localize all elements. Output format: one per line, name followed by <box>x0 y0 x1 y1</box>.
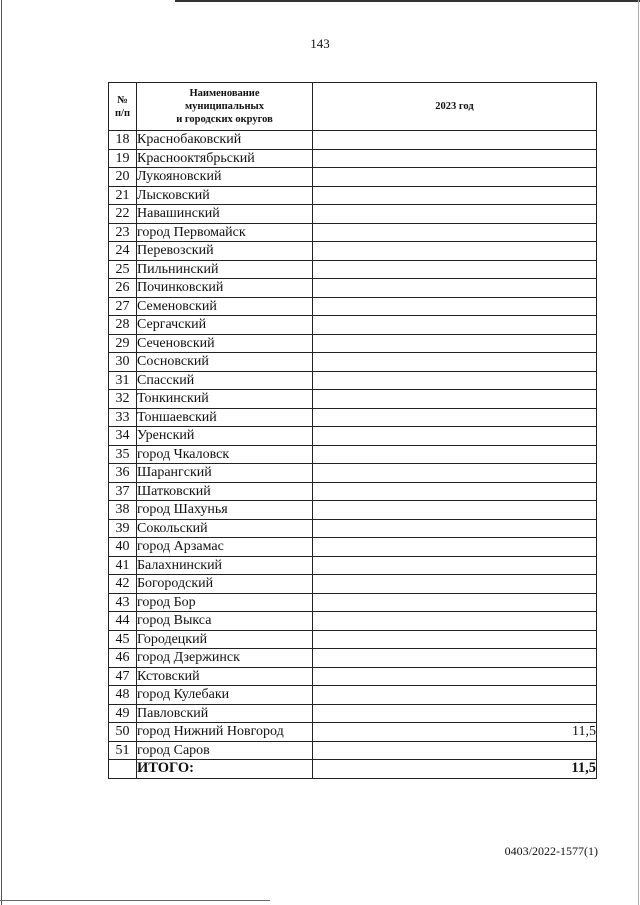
year-2023-value <box>313 704 597 723</box>
year-2023-value <box>313 686 597 705</box>
municipality-name: Семеновский <box>137 297 313 316</box>
row-number: 48 <box>109 686 137 705</box>
table-header-row <box>109 83 597 131</box>
year-2023-value <box>313 223 597 242</box>
year-2023-value <box>313 316 597 335</box>
header-num: № п/п <box>109 83 137 131</box>
row-number: 21 <box>109 186 137 205</box>
year-2023-value <box>313 593 597 612</box>
year-2023-value <box>313 575 597 594</box>
municipality-name: город Выкса <box>137 612 313 631</box>
year-2023-value <box>313 519 597 538</box>
year-2023-value <box>313 390 597 409</box>
row-number: 27 <box>109 297 137 316</box>
row-number: 40 <box>109 538 137 557</box>
row-number: 20 <box>109 168 137 187</box>
total-label: ИТОГО: <box>137 760 313 779</box>
row-number: 25 <box>109 260 137 279</box>
table-row <box>109 630 597 649</box>
table-row <box>109 667 597 686</box>
year-2023-value <box>313 334 597 353</box>
table-row <box>109 279 597 298</box>
row-number: 23 <box>109 223 137 242</box>
municipality-name: Уренский <box>137 427 313 446</box>
table-row <box>109 464 597 483</box>
year-2023-value <box>313 242 597 261</box>
table-row <box>109 445 597 464</box>
total-row <box>109 760 597 779</box>
year-2023-value <box>313 260 597 279</box>
municipality-name: Городецкий <box>137 630 313 649</box>
year-2023-value <box>313 556 597 575</box>
year-2023-value <box>313 371 597 390</box>
year-2023-value <box>313 464 597 483</box>
municipality-name: Краснобаковский <box>137 131 313 150</box>
table-row <box>109 353 597 372</box>
municipality-name: Шатковский <box>137 482 313 501</box>
municipality-name: Тоншаевский <box>137 408 313 427</box>
year-2023-value <box>313 667 597 686</box>
row-number: 46 <box>109 649 137 668</box>
row-number: 43 <box>109 593 137 612</box>
row-number: 38 <box>109 501 137 520</box>
municipality-name: город Нижний Новгород <box>137 723 313 742</box>
municipality-name: Кстовский <box>137 667 313 686</box>
table-row <box>109 242 597 261</box>
municipality-name: Шарангский <box>137 464 313 483</box>
row-number: 45 <box>109 630 137 649</box>
row-number: 49 <box>109 704 137 723</box>
year-2023-value <box>313 741 597 760</box>
table-row <box>109 260 597 279</box>
row-number: 34 <box>109 427 137 446</box>
year-2023-value <box>313 297 597 316</box>
table-row <box>109 316 597 335</box>
municipality-name: Краснооктябрьский <box>137 149 313 168</box>
table-row <box>109 593 597 612</box>
municipality-name: Лысковский <box>137 186 313 205</box>
year-2023-value <box>313 168 597 187</box>
row-number: 41 <box>109 556 137 575</box>
municipality-name: Сергачский <box>137 316 313 335</box>
row-number: 22 <box>109 205 137 224</box>
row-number: 47 <box>109 667 137 686</box>
table-row <box>109 538 597 557</box>
municipality-name: город Кулебаки <box>137 686 313 705</box>
row-number: 30 <box>109 353 137 372</box>
table-row <box>109 612 597 631</box>
table-row <box>109 427 597 446</box>
year-2023-value <box>313 445 597 464</box>
year-2023-value <box>313 501 597 520</box>
table-row <box>109 205 597 224</box>
row-number: 31 <box>109 371 137 390</box>
municipality-name: Пильнинский <box>137 260 313 279</box>
row-number: 26 <box>109 279 137 298</box>
year-2023-value <box>313 353 597 372</box>
scan-left-edge <box>1 0 2 905</box>
row-number: 35 <box>109 445 137 464</box>
municipality-name: Балахнинский <box>137 556 313 575</box>
year-2023-value <box>313 538 597 557</box>
row-number: 36 <box>109 464 137 483</box>
municipality-name: город Саров <box>137 741 313 760</box>
row-number: 39 <box>109 519 137 538</box>
year-2023-value: 11,5 <box>313 723 597 742</box>
table-row <box>109 390 597 409</box>
year-2023-value <box>313 186 597 205</box>
table-row <box>109 704 597 723</box>
table-row <box>109 501 597 520</box>
municipality-name: город Арзамас <box>137 538 313 557</box>
row-number: 33 <box>109 408 137 427</box>
municipality-name: Перевозский <box>137 242 313 261</box>
document-code: 0403/2022-1577(1) <box>504 844 598 858</box>
year-2023-value <box>313 612 597 631</box>
scan-right-edge <box>638 0 639 905</box>
municipality-name: Сеченовский <box>137 334 313 353</box>
table-row <box>109 168 597 187</box>
table-row <box>109 519 597 538</box>
municipality-name: Тонкинский <box>137 390 313 409</box>
municipality-name: Навашинский <box>137 205 313 224</box>
year-2023-value <box>313 131 597 150</box>
table-row <box>109 408 597 427</box>
table-row <box>109 149 597 168</box>
row-number: 24 <box>109 242 137 261</box>
year-2023-value <box>313 279 597 298</box>
municipality-name: Павловский <box>137 704 313 723</box>
year-2023-value <box>313 149 597 168</box>
year-2023-value <box>313 482 597 501</box>
row-number: 18 <box>109 131 137 150</box>
year-2023-value <box>313 205 597 224</box>
municipality-name: город Шахунья <box>137 501 313 520</box>
total-num-cell <box>109 760 137 779</box>
table-row <box>109 297 597 316</box>
municipality-name: город Бор <box>137 593 313 612</box>
header-name: Наименование муниципальных и городских округов <box>137 83 313 131</box>
year-2023-value <box>313 630 597 649</box>
year-2023-value <box>313 408 597 427</box>
header-year: 2023 год <box>313 83 597 131</box>
table-row <box>109 186 597 205</box>
table-row <box>109 575 597 594</box>
municipality-name: Лукояновский <box>137 168 313 187</box>
municipality-name: Спасский <box>137 371 313 390</box>
municipal-table <box>108 82 597 779</box>
total-value: 11,5 <box>313 760 597 779</box>
row-number: 37 <box>109 482 137 501</box>
municipality-name: город Дзержинск <box>137 649 313 668</box>
table-row <box>109 723 597 742</box>
row-number: 32 <box>109 390 137 409</box>
table-row <box>109 482 597 501</box>
row-number: 51 <box>109 741 137 760</box>
table-row <box>109 686 597 705</box>
scan-bottom-edge <box>0 900 270 901</box>
row-number: 19 <box>109 149 137 168</box>
table-row <box>109 556 597 575</box>
municipality-name: город Первомайск <box>137 223 313 242</box>
table-row <box>109 371 597 390</box>
row-number: 29 <box>109 334 137 353</box>
row-number: 50 <box>109 723 137 742</box>
municipality-name: Богородский <box>137 575 313 594</box>
year-2023-value <box>313 649 597 668</box>
municipality-name: город Чкаловск <box>137 445 313 464</box>
year-2023-value <box>313 427 597 446</box>
table-body <box>109 131 597 779</box>
row-number: 28 <box>109 316 137 335</box>
table-row <box>109 649 597 668</box>
table-row <box>109 223 597 242</box>
scan-top-edge <box>175 0 640 2</box>
row-number: 44 <box>109 612 137 631</box>
page-number: 143 <box>310 36 330 51</box>
municipality-name: Сокольский <box>137 519 313 538</box>
municipality-name: Сосновский <box>137 353 313 372</box>
municipality-name: Починковский <box>137 279 313 298</box>
table-row <box>109 131 597 150</box>
row-number: 42 <box>109 575 137 594</box>
table-row <box>109 741 597 760</box>
table-row <box>109 334 597 353</box>
